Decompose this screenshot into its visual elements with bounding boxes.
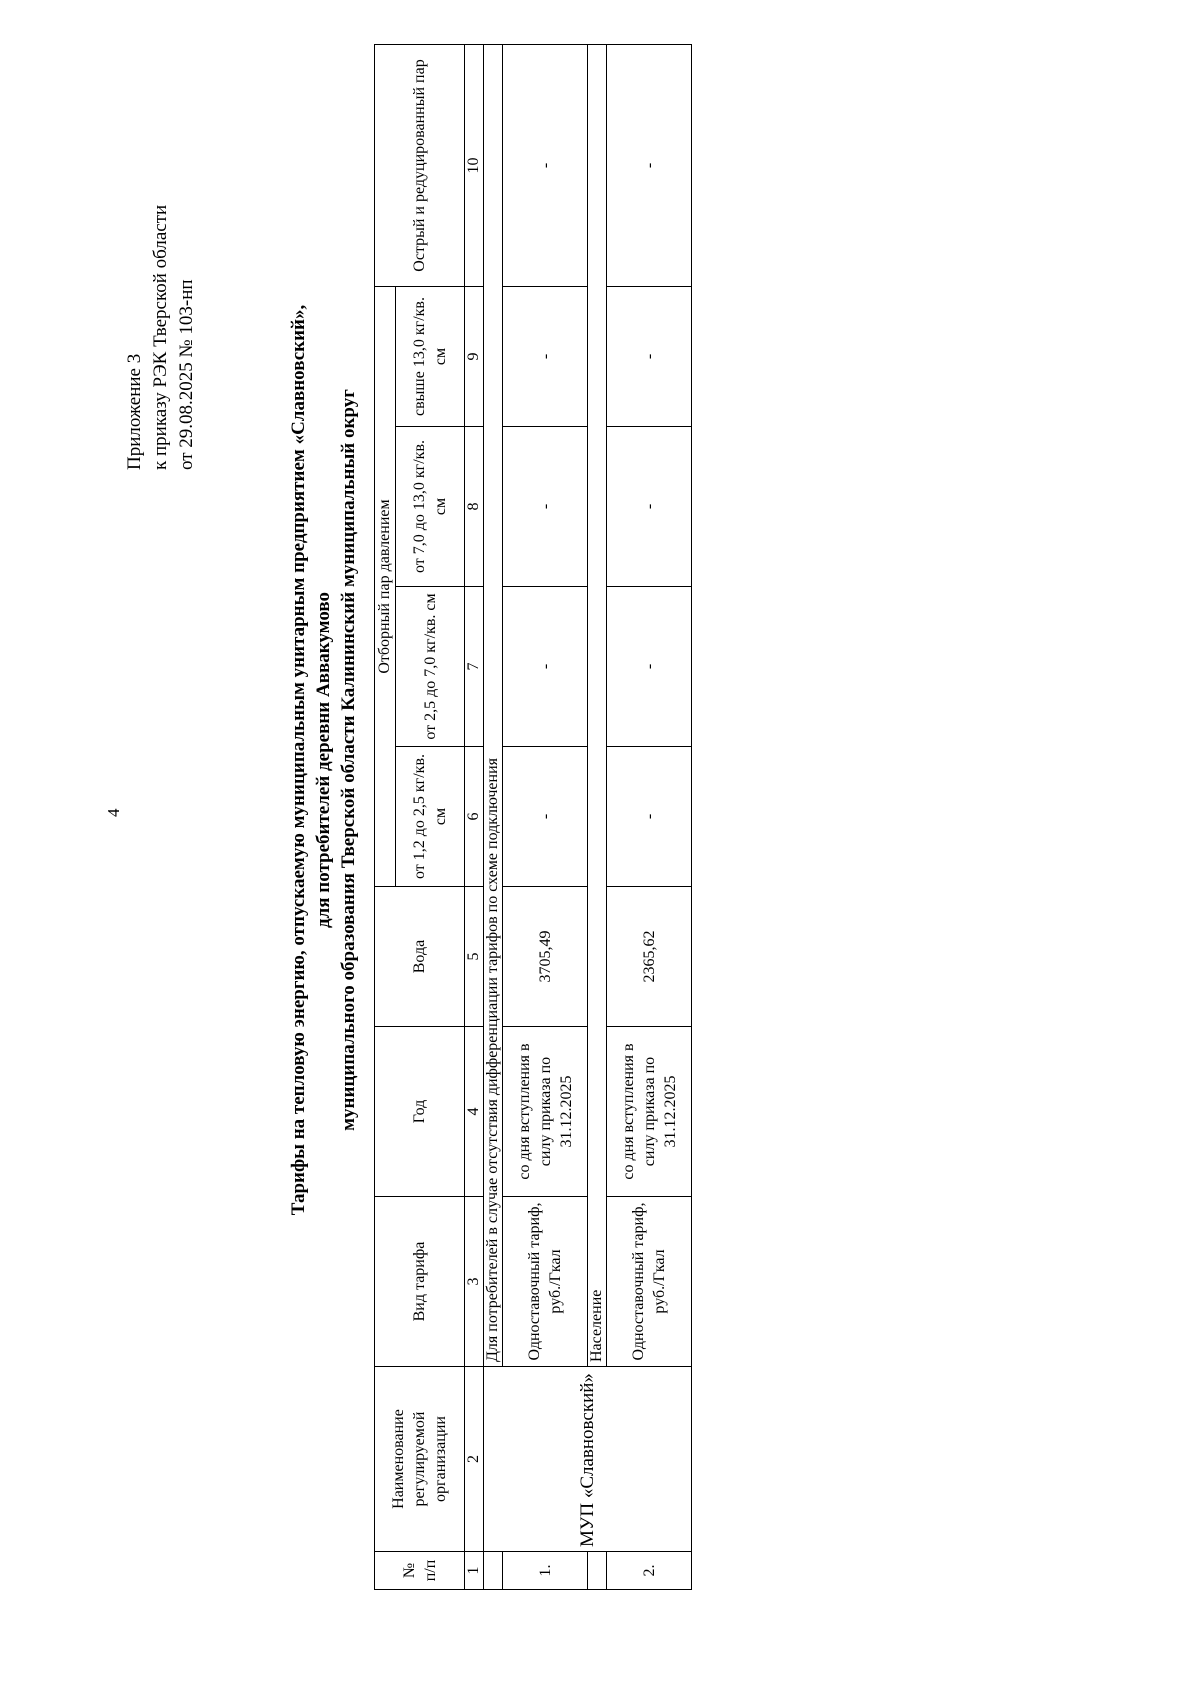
col-number: 7 [465,587,484,747]
header-row-1 [375,45,396,1590]
pressure-4-value: - [607,287,692,427]
header-year: Год [375,1027,465,1197]
year-cell: со дня вступления в силу приказа по 31.12.2025 [503,1027,588,1197]
appendix-block [122,205,200,470]
section-row [484,45,503,1590]
col-number: 3 [465,1197,484,1367]
table-row [503,45,588,1590]
title-line-1: Тарифы на тепловую энергию, отпускаемую муниципальным унитарным предприятием «Славновский», [288,304,309,1216]
header-sharp-steam: Острый и редуцированный пар [375,45,465,287]
title-line-3: муниципального образования Тверской области Калининский муниципальный округ [338,389,359,1131]
section-row [588,45,607,1590]
header-pressure-1: от 1,2 до 2,5 кг/кв. см [396,747,465,887]
pressure-1-value: - [607,747,692,887]
water-value: 3705,49 [503,887,588,1027]
header-water: Вода [375,887,465,1027]
pressure-2-value: - [607,587,692,747]
pressure-2-value: - [503,587,588,747]
table-row [607,45,692,1590]
col-number: 4 [465,1027,484,1197]
tariff-table-container [374,45,692,1590]
col-number: 2 [465,1367,484,1552]
sharp-steam-value: - [503,45,588,287]
col-number: 6 [465,747,484,887]
col-number: 10 [465,45,484,287]
row-num: 2. [607,1552,692,1590]
header-pressure-2: от 2,5 до 7,0 кг/кв. см [396,587,465,747]
sharp-steam-value: - [607,45,692,287]
header-org: Наименование регулируемой организации [375,1367,465,1552]
pressure-3-value: - [503,427,588,587]
col-number: 8 [465,427,484,587]
header-pressure-3: от 7,0 до 13,0 кг/кв. см [396,427,465,587]
header-tariff-type: Вид тарифа [375,1197,465,1367]
pressure-3-value: - [607,427,692,587]
year-cell: со дня вступления в силу приказа по 31.12.2025 [607,1027,692,1197]
column-number-row [465,45,484,1590]
document-title [286,130,361,1390]
header-steam-group: Отборный пар давлением [375,287,396,887]
tariff-type-cell: Одноставочный тариф, руб./Гкал [607,1197,692,1367]
col-number: 5 [465,887,484,1027]
tariff-type-cell: Одноставочный тариф, руб./Гкал [503,1197,588,1367]
org-name-cell: МУП «Славновский» [484,1367,692,1552]
header-pressure-4: свыше 13,0 кг/кв. см [396,287,465,427]
col-number: 9 [465,287,484,427]
page-number: 4 [104,808,123,817]
section-title-no-diff: Для потребителей в случае отсутствия дифференциации тарифов по схеме подключения [484,45,503,1367]
tariff-table [374,44,692,1590]
pressure-4-value: - [503,287,588,427]
section-title-population: Население [588,45,607,1367]
header-num: № п/п [375,1552,465,1590]
appendix-line-3: от 29.08.2025 № 103-нп [176,279,197,470]
water-value: 2365,62 [607,887,692,1027]
row-num: 1. [503,1552,588,1590]
title-line-2: для потребителей деревни Аввакумово [313,591,334,929]
pressure-1-value: - [503,747,588,887]
appendix-line-1: Приложение 3 [124,353,145,470]
col-number: 1 [465,1552,484,1590]
appendix-line-2: к приказу РЭК Тверской области [150,204,171,470]
